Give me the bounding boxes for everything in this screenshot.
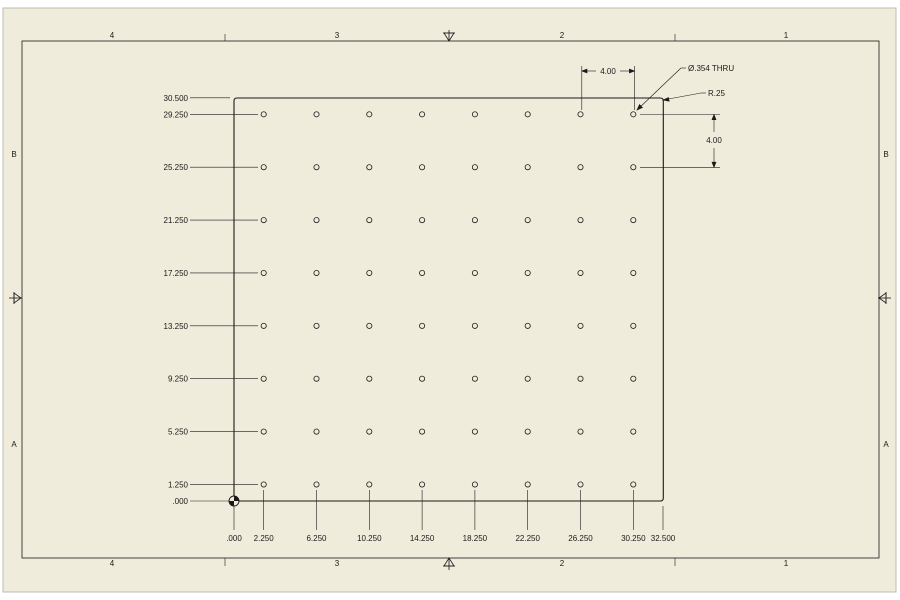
through-hole xyxy=(261,376,266,381)
through-hole xyxy=(631,323,636,328)
through-hole xyxy=(420,482,425,487)
through-hole xyxy=(631,165,636,170)
through-hole xyxy=(578,429,583,434)
x-dimension-label: 26.250 xyxy=(568,534,593,543)
zone-left-B: B xyxy=(11,150,17,159)
through-hole xyxy=(314,112,319,117)
through-hole xyxy=(367,112,372,117)
through-hole xyxy=(472,429,477,434)
zone-top-2: 2 xyxy=(559,31,565,40)
y-dimension-label: 29.250 xyxy=(163,110,188,120)
through-hole xyxy=(420,270,425,275)
through-hole xyxy=(472,323,477,328)
through-hole xyxy=(631,270,636,275)
y-dimension-label: 30.500 xyxy=(163,93,188,103)
through-hole xyxy=(631,376,636,381)
through-hole xyxy=(578,217,583,222)
through-hole xyxy=(472,217,477,222)
through-hole xyxy=(314,165,319,170)
y-dimension-label: 1.250 xyxy=(167,480,188,490)
hole-callout-label: Ø.354 THRU xyxy=(688,64,735,73)
through-hole xyxy=(314,270,319,275)
zone-bottom-1: 1 xyxy=(783,559,789,568)
zone-bottom-4: 4 xyxy=(109,559,115,568)
datum-origin-icon xyxy=(229,496,239,506)
zone-right-B: B xyxy=(883,150,889,159)
through-hole xyxy=(578,112,583,117)
through-hole xyxy=(367,323,372,328)
through-hole xyxy=(525,270,530,275)
y-dimension-label: 13.250 xyxy=(163,321,188,331)
y-dimension-label: 5.250 xyxy=(167,427,188,437)
y-dimension-label: 21.250 xyxy=(163,216,188,226)
through-hole xyxy=(261,217,266,222)
through-hole xyxy=(367,376,372,381)
x-dimension-label: 6.250 xyxy=(306,534,327,543)
through-hole xyxy=(472,270,477,275)
through-hole xyxy=(261,482,266,487)
x-dimension-label: 30.250 xyxy=(621,534,646,543)
through-hole xyxy=(525,323,530,328)
through-hole xyxy=(420,376,425,381)
x-dimension-label: 18.250 xyxy=(462,534,488,543)
y-dimension-label: .000 xyxy=(172,497,188,506)
zone-right-A: A xyxy=(883,440,889,449)
zone-top-1: 1 xyxy=(783,31,789,40)
zone-bottom-2: 2 xyxy=(559,559,565,568)
through-hole xyxy=(367,217,372,222)
y-dimension-label: 17.250 xyxy=(163,268,188,278)
through-hole xyxy=(472,112,477,117)
through-hole xyxy=(420,323,425,328)
through-hole xyxy=(314,429,319,434)
through-hole xyxy=(367,482,372,487)
through-hole xyxy=(314,376,319,381)
through-hole xyxy=(578,482,583,487)
through-hole xyxy=(472,376,477,381)
through-hole xyxy=(261,323,266,328)
through-hole xyxy=(420,165,425,170)
through-hole xyxy=(367,429,372,434)
through-hole xyxy=(525,217,530,222)
x-dimension-label: 10.250 xyxy=(357,534,382,543)
zone-bottom-3: 3 xyxy=(334,559,340,568)
corner-radius-label: R.25 xyxy=(708,89,725,98)
through-hole xyxy=(578,376,583,381)
x-dimension-label: 14.250 xyxy=(409,534,435,543)
through-hole xyxy=(367,165,372,170)
zone-left-A: A xyxy=(11,440,17,449)
through-hole xyxy=(420,112,425,117)
through-hole xyxy=(367,270,372,275)
through-hole xyxy=(631,482,636,487)
zone-top-4: 4 xyxy=(109,31,115,40)
through-hole xyxy=(578,270,583,275)
through-hole xyxy=(631,217,636,222)
through-hole xyxy=(631,112,636,117)
through-hole xyxy=(525,165,530,170)
x-dimension-label: 32.500 xyxy=(650,534,676,543)
through-hole xyxy=(314,482,319,487)
through-hole xyxy=(314,217,319,222)
through-hole xyxy=(525,112,530,117)
through-hole xyxy=(631,429,636,434)
through-hole xyxy=(314,323,319,328)
through-hole xyxy=(472,165,477,170)
through-hole xyxy=(420,429,425,434)
through-hole xyxy=(261,165,266,170)
through-hole xyxy=(261,429,266,434)
through-hole xyxy=(261,270,266,275)
through-hole xyxy=(525,482,530,487)
through-hole xyxy=(472,482,477,487)
through-hole xyxy=(525,376,530,381)
x-dimension-label: 2.250 xyxy=(253,534,274,543)
horizontal-spacing-label: 4.00 xyxy=(600,67,616,76)
x-dimension-label: .000 xyxy=(226,534,242,543)
through-hole xyxy=(420,217,425,222)
through-hole xyxy=(578,165,583,170)
y-dimension-label: 25.250 xyxy=(163,163,188,173)
through-hole xyxy=(578,323,583,328)
vertical-spacing-label: 4.00 xyxy=(706,136,722,145)
through-hole xyxy=(525,429,530,434)
sheet-paper xyxy=(3,8,896,592)
x-dimension-label: 22.250 xyxy=(515,534,540,543)
through-hole xyxy=(261,112,266,117)
y-dimension-label: 9.250 xyxy=(167,374,188,384)
zone-top-3: 3 xyxy=(334,31,340,40)
